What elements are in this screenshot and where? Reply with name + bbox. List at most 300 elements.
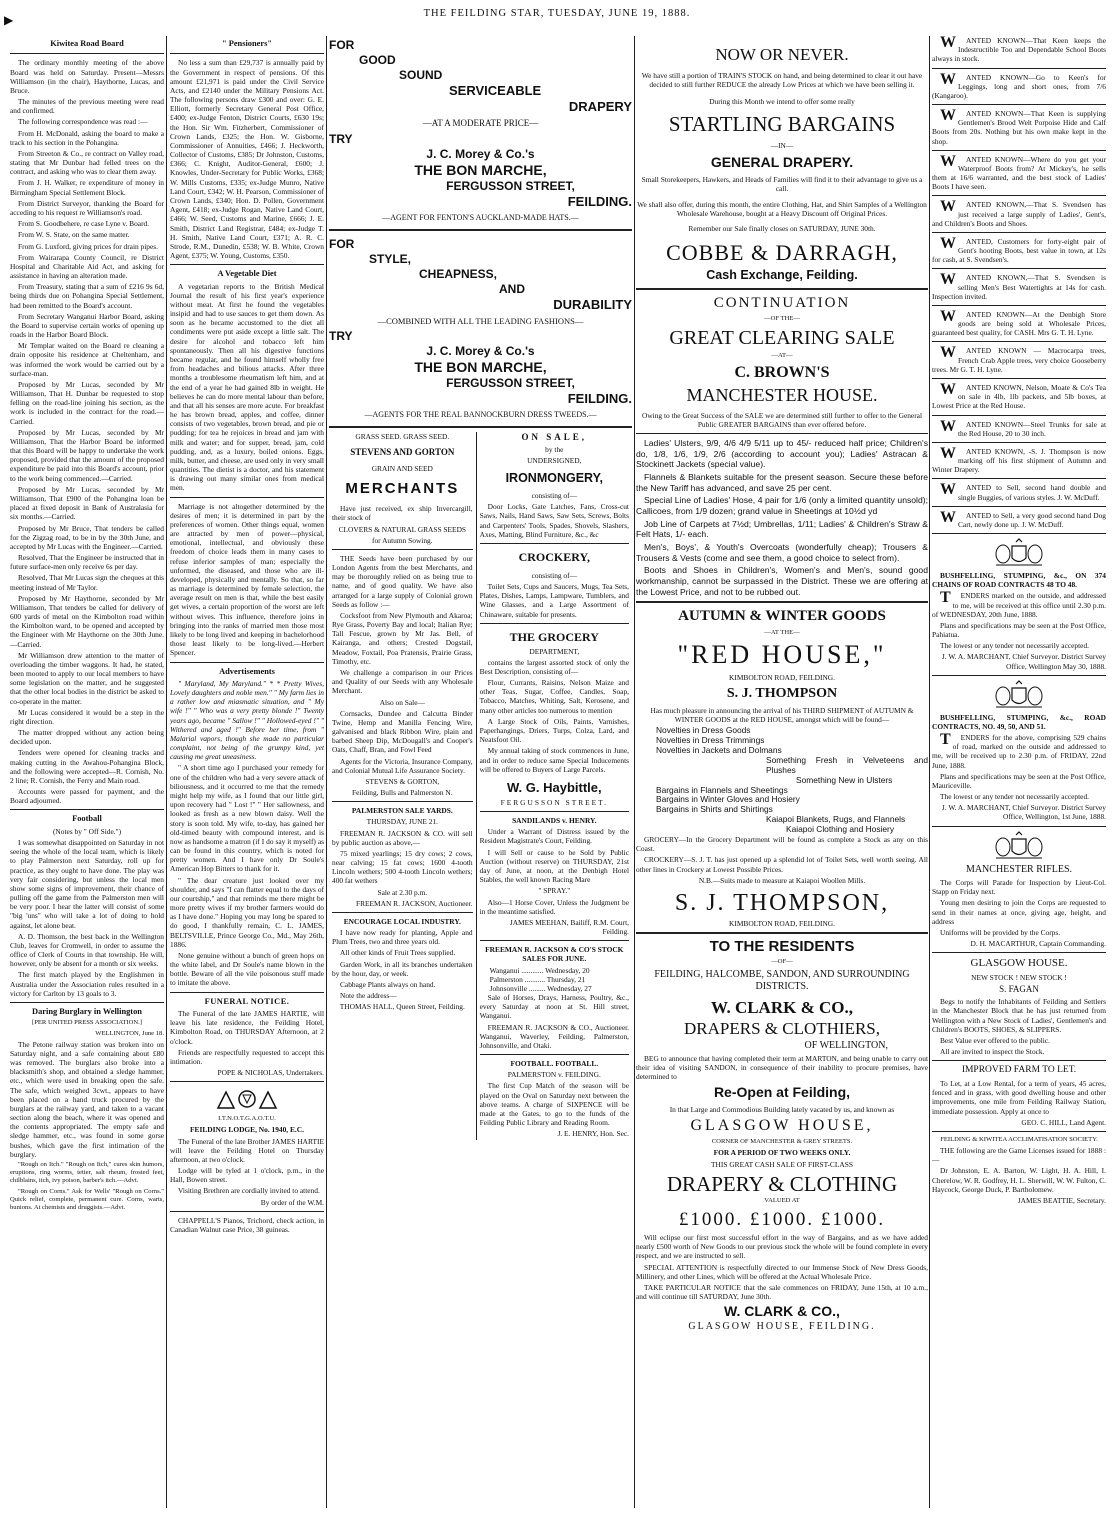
kiwitea-para: Proposed by Mr Lucas, seconded by Mr Williamson, That £900 of the Pohangina loan be placed at fixed deposit in Bank of Australasia for six months.—Carried.	[10, 484, 164, 522]
divider	[332, 549, 473, 550]
autumn-list-item: Something Fresh in Velveteens and Plushes	[766, 754, 928, 775]
grass-sign: STEVENS & GORTON,	[365, 776, 440, 786]
sandilands-spray: " SPRAY."	[538, 886, 571, 896]
autumn-road: KIMBOLTON ROAD, FEILDING.	[729, 673, 835, 683]
accl-para: THE following are the Game Licenses issued for 1888 :—	[932, 1146, 1106, 1165]
iron-consisting: consisting of—	[531, 491, 577, 501]
divider	[329, 426, 632, 428]
kiwitea-para: From W. S. State, on the same matter.	[18, 230, 130, 240]
autumn-at: —AT THE—	[764, 628, 800, 636]
clark-drapery: DRAPERY & CLOTHING	[666, 1172, 898, 1197]
divider	[932, 341, 1106, 342]
royal-coat-of-arms-icon	[992, 538, 1046, 568]
kiwitea-para: Mr Templar waited on the Board re cleaning a drain opposite his residence at Cheltenham, and was informed the work would be carried out by a surface-man.	[10, 341, 164, 378]
cont-para: Flannels & Blankets suitable for the present season. Secure these before the New Tariff has advanced, and save 25 per cent.	[636, 471, 928, 493]
divider	[170, 1211, 324, 1212]
divider	[329, 229, 632, 231]
lodge-sign: By order of the W.M.	[260, 1197, 324, 1207]
clark-para: In that Large and Commodious Building lately vacated by us, and known as	[669, 1104, 895, 1114]
column-rule	[166, 36, 167, 1508]
divider	[932, 1060, 1106, 1061]
bon2-try: TRY	[329, 329, 353, 344]
royal-coat-of-arms-icon	[992, 831, 1046, 861]
divider	[170, 992, 324, 993]
clark-para: SPECIAL ATTENTION is respectfully directed to our Immense Stock of New Dress Goods, Millinery, and other Lines, which will be offered at the Actual Wholesale Price.	[636, 1262, 928, 1281]
page-header	[0, 0, 1114, 28]
wanted-ad: WANTED KNOWN—That Keen keeps the Indestructible Too and Dependable School Boots always in stock.	[932, 36, 1106, 64]
now-title: NOW OR NEVER.	[715, 45, 849, 64]
grass-clovers: CLOVERS & NATURAL GRASS SEEDS	[338, 524, 467, 534]
bon2-combined: —COMBINED WITH ALL THE LEADING FASHIONS—	[377, 315, 584, 326]
stock-row: Palmerston ........... Thursday, 21	[489, 974, 586, 984]
advert-para: None genuine without a bunch of green hops on the white label, and Dr Soule's name blown in the bottle. Beware of all the vile poisonous stuff made to imitate the above.	[170, 950, 324, 988]
lodge-title: FEILDING LODGE, No. 1940, E.C.	[190, 1125, 304, 1135]
bush2-para: The lowest or any tender not necessarily accepted.	[940, 792, 1089, 802]
wanted-ad: WANTED to Sell, a very good second hand Dog Cart, newly done up. J. W. McDuff.	[940, 508, 1106, 529]
divider	[932, 104, 1106, 105]
yards-list: 75 mixed yearlings; 15 dry cows; 2 cows, near calving; 15 fat cows; 1600 4-tooth Lincoln wethers; 500 4-tooth Lincoln wethers; 400 fat wethers	[332, 848, 473, 886]
grass-merchants: MERCHANTS	[345, 479, 460, 497]
clark-of: OF WELLINGTON,	[804, 1039, 888, 1051]
lodge-para: Lodge will be tyled at 1 o'clock, p.m., in the Hall, Bowen street.	[170, 1166, 324, 1185]
encourage-sign: THOMAS HALL, Queen Street, Feilding.	[339, 1002, 465, 1012]
column-3-subcolumns	[329, 432, 632, 1140]
foot-vs: PALMERSTON v. FEILDING.	[507, 1070, 601, 1080]
column-rule	[326, 36, 327, 1508]
wanted-ad: WANTED KNOWN—Steel Trunks for sale at the Red House, 20 to 30 inch.	[940, 417, 1106, 438]
grass-para: We challenge a comparison in our Prices and Quality of our Seeds with any Wholesale Merchant.	[332, 667, 473, 696]
divider	[932, 305, 1106, 306]
wanted-ad: WANTED KNOWN, Nelson, Moate & Co's Tea on sale in 4lb, 1lb packets, and 5lb boxes, at Lowest Price at the Red House.	[932, 380, 1106, 411]
lodge-badge: I.T.N.O.T.G.A.O.T.U.	[218, 1115, 276, 1123]
rifles-para: Young men desiring to join the Corps are requested to send in their names at once, giving age, height, and address	[932, 898, 1106, 926]
burglary-source: [PER UNITED PRESS ASSOCIATION.]	[32, 1019, 142, 1027]
advert-poem: " Maryland, My Maryland." * * Pretty Wives, Lovely daughters and noble men." " My farm lies in a rather low and miasmatic situation, and " My wife !" " Who was a very pretty blonde !" Twenty years ago, became " Sallow !" " Hollowed-eyed !" " Withered and aged !" Before her time, from " Malarial vapors, though she made no particular complaint, not being of the grumpy kind, yet causing me great uneasiness.	[170, 678, 324, 762]
column-rule	[929, 36, 930, 1508]
bon2-and: AND	[499, 281, 525, 296]
kiwitea-para: The minutes of the previous meeting were read and confirmed.	[10, 97, 164, 116]
res-places: FEILDING, HALCOMBE, SANDON, AND SURROUNDING DISTRICTS.	[654, 968, 910, 992]
encourage-title: ENCOURAGE LOCAL INDUSTRY.	[343, 916, 461, 926]
divider	[932, 533, 1106, 534]
wanted-ad: WANTED KNOWN,—That S. Svendsen has just received a large supply of Ladies', Gent's, and Children's Boots and Shoes.	[932, 198, 1106, 228]
kiwitea-para: Mr Williamson drew attention to the matter of overloading the timber waggons. It had, he stated, been mooted to apply to our local members to have some legislation on the matter, and he suggested that the other local bodies in the district be asked to co-operate in the matter.	[10, 650, 164, 706]
rifles-para: The Corps will Parade for Inspection by Lieut-Col. Stapp on Friday next.	[932, 878, 1106, 897]
funeral-sign: POPE & NICHOLAS, Undertakers.	[217, 1068, 324, 1078]
grass-para: THE Seeds have been purchased by our London Agents from the best Merchants, and may be thoroughly relied on as being true to name, and of good quality. We have also arranged for a large supply of Colonial grown Seeds as follow :—	[332, 553, 473, 609]
kiwitea-para: Accounts were passed for payment, and the Board adjourned.	[10, 787, 164, 806]
bush1-para: The lowest or any tender not necessarily accepted.	[940, 641, 1089, 651]
farm-sign: GEO. C. HILL, Land Agent.	[1021, 1117, 1106, 1127]
divider	[932, 442, 1106, 443]
divider	[932, 675, 1106, 676]
kiwitea-para: From Secretary Wanganui Harbor Board, asking the Board to supervise certain works of opening up roads in the Harbor Board Block.	[10, 311, 164, 340]
bon1-marche: THE BON MARCHE,	[414, 161, 547, 178]
divider	[10, 53, 164, 54]
wanted-ad: WANTED KNOWN—Go to Keen's for Leggings, long and short ones, from 7/6 (Kangaroo).	[932, 70, 1106, 100]
clark-corner: CORNER OF MANCHESTER & GREY STREETS.	[711, 1137, 853, 1145]
kiwitea-para: Proposed by Mr Lucas, seconded by Mr Williamson, That the Harbor Board be informed that this Board will be happy to undertake the work proposed, provided that the amount of the proposed expenditure be paid into this Board's account, prior to the work being commenced.—Carried.	[10, 427, 164, 483]
clark-house: GLASGOW HOUSE, FEILDING.	[688, 1320, 876, 1332]
sandilands-sign: JAMES MEEHAN, Bailiff, R.M. Court, Feilding.	[509, 917, 629, 937]
autumn-list-item: Novelties in Dress Trimmings	[656, 734, 765, 745]
yards-sign: FREEMAN R. JACKSON, Auctioneer.	[355, 898, 473, 908]
wanted-ad: WANTED KNOWN — Macrocarpa trees, French Crab Apple trees, very choice Gooseberry trees. Mr G. T. H. Lyne.	[932, 344, 1106, 374]
foot-para: The first Cup Match of the season will be played on the Oval on Saturday next between the above teams. A charge of SIXPENCE will be made at the Gates, to go to the funds of the Feilding Public Library and Reading Room.	[479, 1081, 629, 1128]
accl-title: FEILDING & KIWITEA ACCLIMATISATION SOCIETY.	[940, 1135, 1098, 1143]
funeral-title: FUNERAL NOTICE.	[204, 996, 290, 1006]
iron-undersigned: UNDERSIGNED,	[527, 456, 582, 466]
cont-title: CONTINUATION	[713, 294, 851, 311]
football-para: The first match played by the Englishmen in Australia under the Association rules resulted in a victory for Carlton by 13 goals to 3.	[10, 970, 164, 998]
grass-grain: GRAIN AND SEED	[371, 464, 433, 474]
bon2-agents: —AGENTS FOR THE REAL BANNOCKBURN DRESS TWEEDS.—	[364, 410, 597, 420]
clark-sum: £1000. £1000. £1000.	[678, 1208, 886, 1230]
kiwitea-para: From Wairarapa County Council, re District Hospital and Charitable Aid Act, and asking for assistance in having an alteration made.	[10, 252, 164, 281]
res-of: —OF—	[771, 958, 793, 966]
glasgow-new: NEW STOCK ! NEW STOCK !	[971, 972, 1067, 982]
advert-para: " The dear creature just looked over my shoulder, and says "I can flatter equal to the days of our courtship," and that reminds me there might be more pretty wives if my brother farmers would do as I have done." Hoping you may long be spared to do good, I thankfully remain, C. L. JAMES, BELTSVILLE, Prince George Co., Md., May 26th, 1886.	[170, 875, 324, 949]
column-5	[932, 36, 1106, 1510]
burglary-para: The Petone railway station was broken into on Saturday night, and a safe containing about £80 was removed. The burglars also broke into a blacksmith's shop, and obtained a sledge hammer, etc., which were used in breaking open the safe. The safe, which weighed 3cwt., appears to have been placed on a hand truck procured by the burglars at the railway yard, and taken to a vacant section along the beach, where it was opened and the contents appropriated. The empty safe and sledge hammer, etc., was found in some gorse bushes, which gave the first intimation of the burglary.	[10, 1039, 164, 1159]
stock-row: Wanganui ............ Wednesday, 20	[489, 965, 590, 975]
clark-glasgow: GLASGOW HOUSE,	[690, 1116, 874, 1134]
now-para: During this Month we intend to offer some really	[709, 97, 855, 107]
kiwitea-para: From G. Luxford, giving prices for drain pipes.	[18, 241, 158, 251]
lodge-para: Visiting Brethren are cordially invited to attend.	[178, 1186, 320, 1196]
grocery-para: A Large Stock of Oils, Paints, Varnishes, Paperhangings, Driers, Turps, Colza, Lard, and Neatsfoot Oil.	[479, 716, 629, 745]
kiwitea-para: Resolved, That the Engineer be instructed that in future surface-men only receive 6s per day.	[10, 553, 164, 572]
encourage-para: I have now ready for planting, Apple and Plum Trees, two and three years old.	[332, 928, 473, 947]
autumn-list-item: Novelties in Dress Goods	[656, 725, 751, 736]
kiwitea-para: Mr Lucas considered it would be a step in the right direction.	[10, 707, 164, 726]
divider	[636, 288, 928, 290]
advert-para: " A short time ago I purchased your remedy for one of the children who had a very severe attack of biliousness, and it occurred to me that the remedy might help my wife, as I found that our little girl, upon recovery had " Lost !" " Her sallowness, and looked as fresh as a new blown daisy. Well the story is soon told. My wife, to-day, has gained her old-timed beauty with compound interest, and is now as handsome a matron (if I do say it myself) as can be found in this country, which is noted for pretty women. And I have only Dr Soule's American Hop Bitters to thank for it.	[170, 763, 324, 874]
sandilands-para: I will Sell or cause to be Sold by Public Auction (without reserve) on THURSDAY, 21st day of June, at noon, at the Denbigh Hotel Stables, the well known Racing Mare	[479, 847, 629, 885]
divider	[480, 811, 629, 812]
now-para: Remember our Sale finally closes on SATURDAY, JUNE 30th.	[688, 223, 876, 233]
divider	[932, 826, 1106, 827]
divider	[480, 623, 629, 624]
divider	[932, 195, 1106, 196]
grocery-list: Flour, Currants, Raisins, Nelson Maize and other Teas, Sugar, Coffee, Candles, Soap, Tobacco, Matches, Whiting, Salt, Kerosene, and many other articles too numerous to mention	[479, 678, 629, 715]
now-startling: STARTLING BARGAINS	[668, 111, 896, 136]
iron-onsale: ON SALE,	[521, 432, 588, 443]
bon2-cheapness: CHEAPNESS,	[419, 266, 498, 281]
autumn-list-item: Kaiapoi Clothing and Hosiery	[786, 824, 895, 835]
grass-firm: STEVENS AND GORTON	[350, 447, 455, 458]
divider	[932, 232, 1106, 233]
bon1-moderate: —AT A MODERATE PRICE—	[422, 117, 539, 128]
column-1	[10, 36, 164, 1510]
bon2-street: FERGUSSON STREET,	[446, 376, 575, 391]
divider	[636, 433, 928, 434]
bush2-para: TENDERS for the above, comprising 529 chains of road, marked on the outside and addressed to me, will be received up to 2.30 p.m. of FRIDAY, 22nd June, 1888.	[932, 731, 1106, 770]
divider	[480, 1054, 629, 1055]
bon-marche-ad-1	[329, 36, 632, 225]
sandilands-title: SANDILANDS v. HENRY.	[512, 816, 597, 826]
clark-para: Will eclipse our first most successful effort in the way of Bargains, and as we have added nearly £500 worth of New Goods to our previous stock the whole will be found complete in every respect, and we are instructed to sell.	[636, 1233, 928, 1261]
advertisements-title: Advertisements	[219, 666, 275, 676]
cont-manchester: MANCHESTER HOUSE.	[686, 385, 878, 406]
football-para: A. D. Thomson, the best back in the Wellington Club, leaves for Cromwell, in order to assume the office of Clerk of Courts in that township. He will, however, only be absent for a month or six weeks.	[10, 931, 164, 969]
divider	[10, 1002, 164, 1003]
column-4	[636, 36, 928, 1510]
kiwitea-para: Proposed by Mr Haythorne, seconded by Mr Williamson, That tenders be called for delivery of 600 yards of metal on the Kimbolton road within the Kimbolton ward, to be opened and accepted by the Engineer with Mr Haythorne on the 30th June.—Carried.	[10, 593, 164, 649]
autumn-list-item: Kaiapoi Blankets, Rugs, and Flannels	[766, 814, 906, 825]
kiwitea-para: From District Surveyor, thanking the Board for acceding to his request re Williamson's road.	[10, 198, 164, 217]
yards-para: FREEMAN R. JACKSON & CO. will sell by public auction as above,—	[332, 828, 473, 847]
margin-arrow-icon: ▶	[4, 13, 15, 27]
chappell-ad: CHAPPELL'S Pianos, Trichord, check action, in Canadian Walnut case Price, 38 guineas.	[170, 1215, 324, 1234]
bon1-agent: —AGENT FOR FENTON'S AUCKLAND-MADE HATS.—	[382, 213, 579, 223]
iron-by: by the	[545, 445, 564, 455]
now-para: Small Storekeepers, Hawkers, and Heads of Families will find it to their advantage to give us a call.	[641, 175, 923, 194]
divider	[636, 932, 928, 934]
bush1-sign: J. W. A. MARCHANT, Chief Surveyor. District Survey Office, Wellington May 30, 1888.	[941, 652, 1106, 671]
wanted-ad: WANTED KNOWN, -S. J. Thompson is now marking off his first shipment of Autumn and Winter Drapery.	[932, 444, 1106, 475]
divider	[932, 478, 1106, 479]
haybittle-column	[477, 432, 632, 1140]
burglary-dateline: WELLINGTON, June 18.	[95, 1029, 164, 1037]
res-title: TO THE RESIDENTS	[709, 937, 855, 955]
autumn-list	[636, 726, 928, 835]
pensioners-title: " Pensioners"	[221, 39, 272, 48]
now-para: We have still a portion of TRAIN'S STOCK on hand, and being determined to clear it out have decided to still further REDUCE the already Low Prices at which we have been selling it.	[641, 71, 923, 90]
divider	[170, 53, 324, 54]
rifles-sign: D. H. MACARTHUR, Captain Commanding.	[970, 939, 1106, 949]
vegetable-title: A Vegetable Diet	[217, 269, 277, 279]
yards-date: THURSDAY, JUNE 21.	[366, 817, 439, 827]
cont-para: Job Line of Carpets at 7½d; Umbrellas, 1/11; Ladies' & Children's Straw & Felt Hats, 1/- each.	[636, 518, 928, 540]
funeral-para: Friends are respectfully requested to accept this intimation.	[170, 1047, 324, 1066]
divider	[932, 952, 1106, 953]
bush2-title: BUSHFELLING, STUMPING, &c., ROAD CONTRACTS, NO. 49, 50, AND 51.	[932, 712, 1106, 731]
funeral-para: The Funeral of the late JAMES HARTIE, will leave his late residence, the Feilding Hotel, Kimbolton Road, on THURSDAY Afternoon, at 2 o'clock.	[170, 1009, 324, 1046]
bon1-serviceable: SERVICEABLE	[449, 82, 542, 98]
yards-title: PALMERSTON SALE YARDS.	[351, 806, 453, 816]
clark-para: BEG to announce that having completed their term at MARTON, and being unable to carry out their idea of visiting SANDON, in consequence of their inability to procure premises, have determined to	[636, 1053, 928, 1082]
lodge-para: The Funeral of the late Brother JAMES HARTIE will leave the Feilding Hotel on Thursday afternoon, at two o'clock.	[170, 1136, 324, 1164]
clark-drapers: DRAPERS & CLOTHIERS,	[684, 1019, 880, 1039]
clark-sign: W. CLARK & CO.,	[724, 1303, 840, 1320]
cont-para: Special Line of Ladies' Hose, 4 pair for 1/6 (only a limited quantity unsold); Callicoes, from 1/9 dozen; grand value in Sheetings at 10½d yd	[636, 495, 928, 516]
grocery-title: THE GROCERY	[509, 629, 599, 644]
wanted-ad: WANTED KNOWN,—That S. Svendsen is selling Men's Best Watertights at 14s for cash. Inspection invited.	[932, 271, 1106, 301]
kiwitea-para: Resolved, That Mr Lucas sign the cheques at this meeting instead of Mr Taylor.	[10, 573, 164, 592]
autumn-list-item: Bargains in Flannels and Sheetings	[656, 784, 788, 795]
wanted-ad: WANTED to Sell, second hand double and single Buggies, of various styles. J. W. McDuff.	[940, 481, 1106, 502]
accl-sign: JAMES BEATTIE, Secretary.	[1017, 1195, 1106, 1205]
column-2	[170, 36, 324, 1510]
autumn-red-house: "RED HOUSE,"	[677, 639, 887, 669]
bon2-town: FEILDING.	[567, 391, 632, 407]
wanted-ad: WANTED, Customers for forty-eight pair of Gent's hooting Boots, best value in town, at 12s for cash, at S. Svendsen's.	[932, 234, 1106, 265]
grass-para: Agents for the Victoria, Insurance Company, and Colonial Mutual Life Assurance Society.	[332, 756, 473, 775]
divider	[170, 497, 324, 498]
kiwitea-para: From Treasury, stating that a sum of £216 9s 6d, being thirds due on Pohangina Special Settlement, had been remitted to the Board's account.	[10, 282, 164, 310]
divider	[170, 1081, 324, 1082]
grocery-para: contains the largest assorted stock of only the Best Description, consisting of—	[479, 657, 629, 676]
stock-sign: FREEMAN R. JACKSON & CO., Auctioneer. Wanganui, Waverley, Feilding, Palmerston, Johnsonville, and Otaki.	[479, 1022, 629, 1050]
rifles-title: MANCHESTER RIFLES.	[965, 863, 1073, 875]
kiwitea-para: From S. Goodbehere, re case Lyne v. Board.	[18, 219, 150, 229]
iron-list: Door Locks, Gate Latches, Fans, Cross-cut Saws, Nails, Hand Saws, Saw Sets, Screws, Bolts and Carpenters' Tools, Spades, Shovels, Slashers, Axes, Matting, Blind Furniture, &c., &c	[479, 502, 629, 539]
divider	[932, 506, 1106, 507]
divider	[932, 268, 1106, 269]
foot-title: FOOTBALL. FOOTBALL.	[510, 1059, 599, 1069]
football-para: I was somewhat disappointed on Saturday in not seeing the whole of the local team, which is likely to play Palmerston next Saturday, roll up for practice, as they ought to have done. The play was very fair considering, but unless the local men show some signs of improvement, their chance of pulling off the game from the Palmerston men will be very poor. I hear the latter will consist of some "big 'uns" who will take a lot of doing to hold against, let alone beat.	[10, 838, 164, 930]
rifles-para: Uniforms will be provided by the Corps.	[940, 927, 1061, 937]
divider	[332, 912, 473, 913]
cont-para: Boots and Shoes in Children's, Women's and Men's, sound good workmanship, cannot be surpassed in the District. These we are offering at the Lowest Price, and not to be rubbed out.	[636, 565, 928, 597]
kiwitea-para: Proposed by Mr Bruce, That tenders be called for the Zigzag road, to be in by the 30th June, and accepted by Mr Lucas with the Engineer.—Carried.	[10, 523, 164, 551]
foot-sign: J. E. HENRY, Hon. Sec.	[557, 1129, 629, 1139]
iron-title: IRONMONGERY,	[505, 470, 604, 485]
bon1-try: TRY	[329, 132, 353, 146]
kiwitea-para: The ordinary monthly meeting of the above Board was held on Saturday. Present—Messrs Williamson (in the chair), Haythorne, Lucas, and Bruce.	[10, 58, 164, 95]
kiwitea-para: The matter dropped without any action being decided upon.	[10, 728, 164, 747]
divider	[636, 601, 928, 603]
grass-list: Cocksfoot from New Plymouth and Akaroa; Rye Grass, Poverty Bay and local; Italian Rye; Tall Fescue, grown by Mr Jas. Bell, of Kairanga, and others; Crested Dogstail, Meadow, Foxtail, Poa Pratensis, Prairie Grass, Timothy, etc.	[332, 610, 473, 666]
clark-name: W. CLARK & CO.,	[711, 998, 853, 1018]
encourage-note: Note the address—	[340, 991, 397, 1001]
bush2-para: Plans and specifications may be seen at the Post Office, Mauriceville.	[932, 771, 1106, 790]
cont-para: Ladies' Ulsters, 9/9, 4/6 4/9 5/11 up to 45/- reduced half price; Children's do, 1/8, 1/6, 1/9, 2/6 (according to account you); Ladies' Astracan & Stockinett Jackets (special value).	[636, 438, 928, 470]
stock-title: FREEMAN R. JACKSON & CO'S STOCK SALES FOR JUNE.	[485, 945, 624, 964]
stock-row: Johnsonville ......... Wednesday, 27	[489, 983, 592, 993]
bon1-street: FERGUSSON STREET,	[446, 179, 575, 194]
divider	[10, 809, 164, 810]
cont-para: Owing to the Great Success of the SALE we are determined still further to offer to the General Public GREATER BARGAINS than ever offered before.	[642, 410, 922, 429]
now-general: GENERAL DRAPERY.	[710, 153, 854, 170]
farm-para: To Let, at a Low Rental, for a term of years, 45 acres, fenced and in grass, with good dwelling house and other improvements, one mile from Feilding Railway Station, immediate possession. Apply at once to	[932, 1079, 1106, 1116]
grass-also: Also on Sale—	[379, 697, 425, 707]
bon2-style: STYLE,	[369, 251, 412, 266]
bon2-morey: J. C. Morey & Co.'s	[426, 344, 535, 359]
grass-addr: Feilding, Bulls and Palmerston N.	[352, 788, 453, 798]
marriage-para: Marriage is not altogether determined by the desires of men; it is determined in part by the preferences of women. Other things equal, women are attracted by men of power—physical, emotional, intellectual, and obviously these freedom of choice leads them in many cases to refuse inferior samples of man; especially the unformed, the diseased, and those who are ill-developed, physically and mentally. So that, so far as marriage is determined by female selection, the average result on men is that, while the best easily get wives, a certain proportion of the worst are left without wives. This influence, therefore joins in bringing into the ranks of married men those most likely to be long lived and keeping in bachelorhood those least likely to be long-lived.—Herbert Spencer.	[170, 501, 324, 658]
grocery-para: My annual taking of stock commences in June, and in order to reduce same Special Inducements will be offered to Buyers of Large Parcels.	[479, 746, 629, 774]
cont-para: Men's, Boys', & Youth's Overcoats (wonderfully cheap); Trousers & Trousers & Vests (come and see them, a good choice to select from).	[636, 541, 928, 563]
bon2-marche: THE BON MARCHE,	[414, 358, 547, 375]
crockery-list: Toilet Sets, Cups and Saucers, Mugs, Tea Sets, Plates, Dishes, Lamps, Lampware, Tumblers, and Wine Glasses, and a Large Assortment of Chinaware, suitable for presents.	[479, 582, 629, 619]
glasgow-para: Best Value ever offered to the public.	[940, 1035, 1050, 1045]
clark-period: FOR A PERIOD OF TWO WEEKS ONLY.	[713, 1147, 851, 1157]
divider	[932, 1131, 1106, 1132]
bon-marche-ad-2	[329, 235, 632, 422]
kiwitea-para: From Streeton & Co., re contract on Valley road, stating that Mr Dunbar had felled trees on the contract, and asking who was to clear them away.	[10, 148, 164, 177]
yards-sale: Sale at 2.30 p.m.	[377, 887, 428, 897]
cont-great: GREAT CLEARING SALE	[669, 326, 895, 349]
bush1-para: TENDERS marked on the outside, and addressed to me, will be received at this office until 2.30 p.m. of WEDNESDAY, 20th June, 1888.	[932, 589, 1106, 619]
glasgow-name: S. FAGAN	[999, 984, 1039, 995]
football-title: Football	[72, 814, 102, 824]
divider	[932, 68, 1106, 69]
divider	[932, 378, 1106, 379]
accl-para: Dr Johnston, E. A. Barton, W. Light, H. A. Hill, I. Cherelow, W. R. Godfrey, H. L. Sherwill, W. W. Fulton, C. Haycock, George Duck, P. Bartholomew.	[932, 1166, 1106, 1194]
cont-brown: C. BROWN'S	[734, 363, 830, 381]
clark-great: THIS GREAT CASH SALE OF FIRST-CLASS	[711, 1160, 853, 1170]
thompson-road: KIMBOLTON ROAD, FEILDING.	[729, 918, 835, 928]
wanted-ad: WANTED KNOWN—That Keen is supplying Gentlemen's Brood Welt Porpoise Hide and Calf Boots from 20s. Nothing but his own make kept in the shop.	[932, 107, 1106, 146]
stock-para: Sale of Horses, Drays, Harness, Poultry, &c., every Saturday at noon at St. Hill street, Wanganui.	[479, 993, 629, 1021]
divider	[932, 150, 1106, 151]
pensioners-para: No less a sum than £29,737 is annually paid by the Government in respect of pensions. Of this amount £21,971 is paid under the Civil Service Acts, and £2140 under the Military Pensions Act. The following persons draw £300 and over: G. E. Elliott, formerly Secretary General Post Office, £400; ex-Judge Fenton, District Courts, £630 19s; the Hon. Sir Wm. Fitzherbert, Commissioner of Crown Lands, £325; the Hon. W. Gisborne, Commissioner of Annuities, £466; J. Heckworth, Collector of Customs, £385; Dr Johnston, Customs, £366; C. Knight, Auditor-General, £600; J. Knowles, Under-Secretary for Public Works, £368; W. Mills Customs, £335; ex-Judge Munro, Native Land Court, £342; W. H. Pearson, Commissioner of Crown Lands, £340; Hon. D. Pollen, Government Agent, £418; ex-Judge Rogan, Native Land Court, £466; W. Seed, Customs and Marine, £666; J. E. Smith, District Land Registrar, £484; ex-Judge T. H. Smith, Native Land Court, £371; A. R. C. Strode, R.M., Dunedin, £538; W. B. White, Crown Agent, £375; W. Young, Customs, £350.	[170, 58, 324, 261]
autumn-list-item: Something New in Ulsters	[796, 774, 893, 785]
bon1-good: GOOD	[359, 52, 396, 67]
wanted-ad: WANTED KNOWN—Where do you get your Waterproof Boots from? At Mickey's, he sells them at 16/6 warranted, and the best stock of Ladies' Boots I have seen.	[932, 152, 1106, 192]
crockery-consisting: consisting of—	[531, 570, 577, 580]
divider	[170, 662, 324, 663]
bon1-drapery: DRAPERY	[568, 98, 632, 114]
wanted-ad: WANTED KNOWN—At the Denbigh Store goods are being sold at Wholesale Prices, guaranteed best quality, for CASH. Mrs G. T. H. Lyne.	[932, 307, 1106, 338]
kiwitea-para: From J. H. Walker, re expenditure of money in Birmingham Special Settlement Block.	[10, 178, 164, 197]
glasgow-title: GLASGOW HOUSE.	[970, 957, 1068, 970]
autumn-name: S. J. THOMPSON	[726, 686, 838, 702]
ad-rough-on-corns: "Rough on Corns." Ask for Wells' "Rough on Corns." Quick relief, complete, permanent cure. Corns, warts, bunions. At chemists and druggists.—Advt.	[10, 1187, 164, 1211]
grass-para: Have just received, ex ship Invercargill, their stock of	[332, 504, 473, 523]
kiwitea-para: Proposed by Mr Lucas, seconded by Mr Williamson, That H. Dunbar be requested to stop felling on the road-line joining his section, as the work is included in the contract for the road.—Carried.	[10, 379, 164, 426]
bon2-durability: DURABILITY	[553, 296, 632, 312]
autumn-list-item: Novelties in Jackets and Dolmans	[656, 744, 782, 755]
football-byline: (Notes by " Off Side.")	[52, 826, 122, 836]
autumn-list-item: Bargains in Shirts and Shirtings	[656, 804, 773, 815]
crockery-title: CROCKERY,	[518, 550, 591, 564]
masonic-emblem-icon	[212, 1086, 282, 1112]
bon1-sound: SOUND	[399, 67, 443, 82]
bon2-for: FOR	[329, 237, 355, 251]
grass-para: Cornsacks, Dundee and Calcutta Binder Twine, Hemp and Manilla Fencing Wire, galvanised and black Ribbon Wire, plain and barbed Sheep Dip, McDougall's and Cooper's Oats, Chaff, Bran, and Fowl Feed	[332, 708, 473, 755]
grass-head: GRASS SEED. GRASS SEED.	[355, 432, 450, 442]
cont-of: —OF THE—	[764, 315, 800, 323]
divider	[480, 940, 629, 941]
column-3	[329, 36, 632, 1510]
kiwitea-para: From H. McDonald, asking the board to make a track to his section in the Pohangina.	[10, 128, 164, 147]
haybittle-name: W. G. Haybittle,	[506, 779, 602, 795]
divider	[480, 543, 629, 544]
kiwitea-para: Tenders were opened for cleaning tracks and making cutting in the Awahou-Pohangina Block, and the following were accepted—R. Cornish, No. 2 line; R. Cornish, the Ferry and Main road.	[10, 748, 164, 785]
vegetable-para: A vegetarian reports to the British Medical Journal the result of his first year's experience without meat. At first he found the vegetables insipid and had to use sauces to get them down. As soon as he became accustomed to the diet all condiments were put aside except a little salt. The desire for alcohol and tobacco left him spontaneously. Then all his digestive functions became regular, and he found himself wholly free from headaches and bilious attacks. After three months a troublesome rheumatism left him, and at the end of a year he had gained 8lb in weight. He believes he can do more mental labour than before, and that all his senses are more acute. For breakfast he has brown bread, apples, and coffee, dinner consists of two vegetables, brown bread, and pie or pudding; for tea he rejoices in bread and jam with milk and water; and for supper, bread, jam, cold pudding, and, as a luxury, boiled onions. Eggs, milk, butter, and cheese, are used only in very small quantities. The dietist is a doctor, and his statement is drawing out many similar ones from medical men.	[170, 281, 324, 493]
cobbe-sub: Cash Exchange, Feilding.	[706, 268, 858, 283]
thompson-big: S. J. THOMPSON,	[674, 889, 890, 916]
divider	[332, 801, 473, 802]
autumn-para: GROCERY—In the Grocery Department will be found as complete a Stock as any on this Coast.	[636, 835, 928, 854]
sandilands-para: Under a Warrant of Distress issued by the Resident Magistrate's Court, Feilding.	[479, 827, 629, 846]
bush1-title: BUSHFELLING, STUMPING, &c., ON 374 CHAINS OF ROAD CONTRACTS 48 TO 48.	[932, 571, 1106, 590]
bush1-para: Plans and specifications may be seen at the Post Office, Pahiatua.	[932, 620, 1106, 640]
cont-at: —AT—	[771, 352, 793, 360]
glasgow-para: Begs to notify the Inhabitants of Feilding and Settlers in the Manchester Block that he has just returned from Wellington with a New Stock of Ladies', Gentlemen's and Children's BOOTS, SHOES, & SLIPPERS.	[932, 997, 1106, 1034]
autumn-para: CROCKERY—S. J. T. has just opened up a splendid lot of Toilet Sets, well worth seeing. All other lines in Crockery at Lowest Possible Prices.	[636, 855, 928, 874]
stevens-gorton-column	[329, 432, 477, 1140]
encourage-para: Cabbage Plants always on hand.	[340, 979, 436, 989]
divider	[170, 264, 324, 265]
autumn-title: AUTUMN & WINTER GOODS	[678, 608, 886, 625]
sandilands-para: Also—1 Horse Cover, Unless the Judgment be in the meantime satisfied.	[479, 897, 629, 916]
encourage-para: Garden Work, in all its branches undertaken by the hour, day, or week.	[332, 959, 473, 978]
kiwitea-para: The following correspondence was read :—	[18, 117, 148, 127]
bon1-for: FOR	[329, 38, 355, 52]
kiwitea-title: Kiwitea Road Board	[50, 39, 124, 48]
haybittle-street: FERGUSSON STREET.	[500, 797, 608, 807]
clark-valued: VALUED AT	[764, 1197, 800, 1205]
encourage-para: All other kinds of Fruit Trees supplied.	[340, 948, 456, 958]
farm-title: IMPROVED FARM TO LET.	[961, 1065, 1077, 1076]
grass-autumn: for Autumn Sowing.	[372, 535, 433, 545]
burglary-title: Daring Burglary in Wellington	[32, 1007, 142, 1016]
divider	[932, 415, 1106, 416]
